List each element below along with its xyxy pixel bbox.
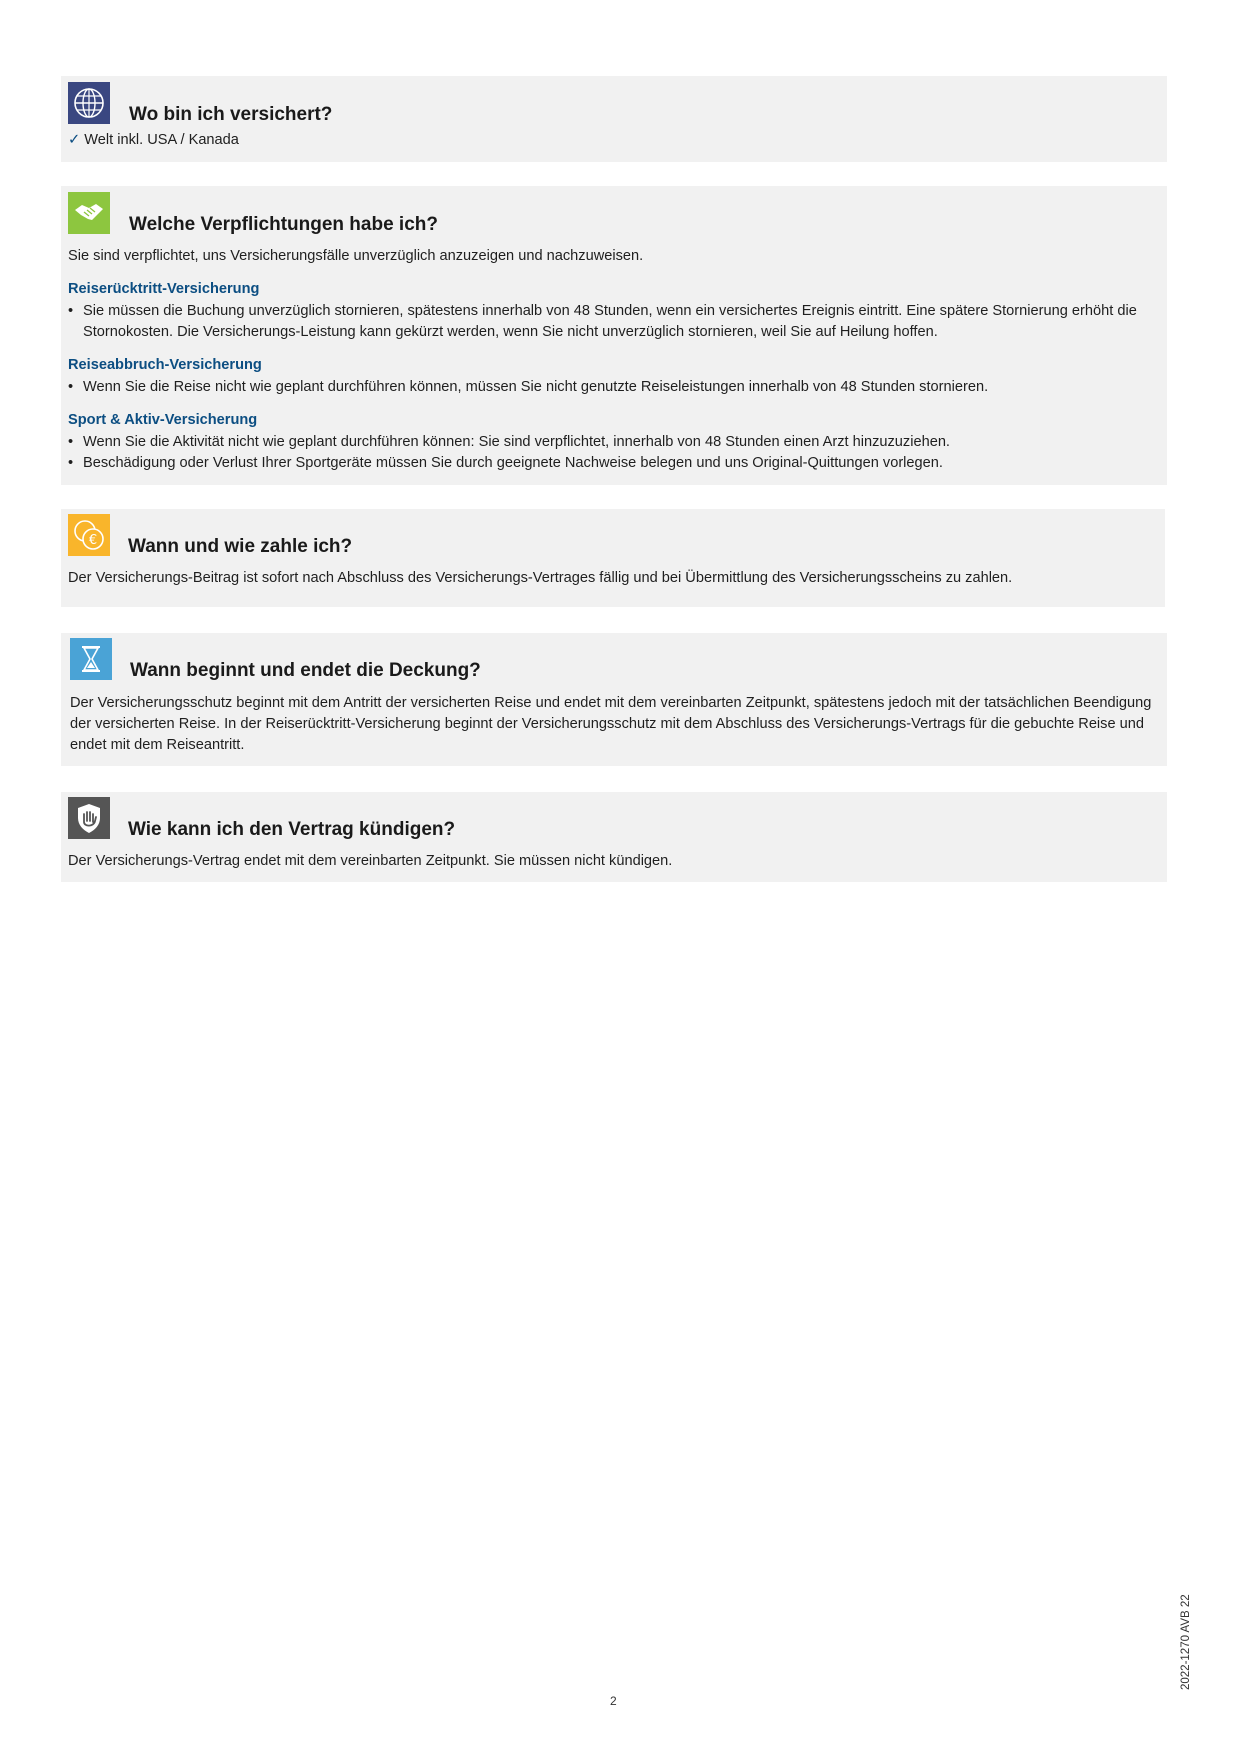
- section-title: Wann beginnt und endet die Deckung?: [130, 660, 481, 681]
- list-item: • Wenn Sie die Reise nicht wie geplant durchführen können, müssen Sie nicht genutzte Reiseleistungen innerhalb von 48 Stunden stornieren.: [68, 377, 1153, 398]
- section-title: Welche Verpflichtungen habe ich?: [129, 214, 438, 235]
- cancellation-text: Der Versicherungs-Vertrag endet mit dem vereinbarten Zeitpunkt. Sie müssen nicht kündigen.: [68, 853, 673, 869]
- list-item: • Wenn Sie die Aktivität nicht wie geplant durchführen können: Sie sind verpflichtet, innerhalb von 48 Stunden einen Arzt hinzuzuziehen.: [68, 432, 1153, 453]
- handshake-icon: [68, 192, 110, 234]
- checkmark-icon: ✓: [68, 132, 81, 148]
- hourglass-icon: [70, 638, 112, 680]
- coverage-text: Der Versicherungsschutz beginnt mit dem Antritt der versicherten Reise und endet mit dem vereinbarten Zeitpunkt, spätestens jedoch mit der tatsächlichen Beendigung der versicherten Reise. In der Reiserücktritt-Versicherung beginnt der Versicherungsschutz mit dem Abschluss des Versicherungs-Vertrags für die gebuchte Reise und endet mit dem Reiseantritt.: [70, 695, 1152, 753]
- section-payment: [61, 509, 1165, 607]
- page-number: 2: [610, 1694, 617, 1708]
- document-code: 2022-1270 AVB 22: [1180, 1594, 1192, 1690]
- section-title: Wo bin ich versichert?: [129, 104, 333, 125]
- globe-icon: [68, 82, 110, 124]
- list-item: • Beschädigung oder Verlust Ihrer Sportgeräte müssen Sie durch geeignete Nachweise belegen und uns Original-Quittungen vorlegen.: [68, 453, 1153, 474]
- obligations-intro: Sie sind verpflichtet, uns Versicherungsfälle unverzüglich anzuzeigen und nachzuweisen.: [68, 248, 644, 264]
- shield-hand-icon: [68, 797, 110, 839]
- list-item: • Sie müssen die Buchung unverzüglich stornieren, spätestens innerhalb von 48 Stunden, wenn ein versichertes Ereignis eintritt. Eine spätere Stornierung erhöht die Stornokosten. Die Versicherungs-Leistung kann gekürzt werden, wenn Sie nicht unverzüglich stornieren, weil Sie auf Heilung hoffen.: [68, 301, 1153, 343]
- group-title: Sport & Aktiv-Versicherung: [68, 412, 258, 428]
- coverage-area: [68, 130, 239, 151]
- svg-text:€: €: [88, 533, 98, 548]
- payment-text: Der Versicherungs-Beitrag ist sofort nach Abschluss des Versicherungs-Vertrages fällig und bei Übermittlung des Versicherungsscheins zu zahlen.: [68, 570, 1013, 586]
- section-title: Wie kann ich den Vertrag kündigen?: [128, 819, 456, 840]
- group-title: Reiseabbruch-Versicherung: [68, 357, 262, 373]
- group-title: Reiserücktritt-Versicherung: [68, 281, 260, 297]
- section-title: Wann und wie zahle ich?: [128, 536, 353, 557]
- coverage-area-text: Welt inkl. USA / Kanada: [84, 132, 239, 148]
- euro-coins-icon: [68, 514, 110, 556]
